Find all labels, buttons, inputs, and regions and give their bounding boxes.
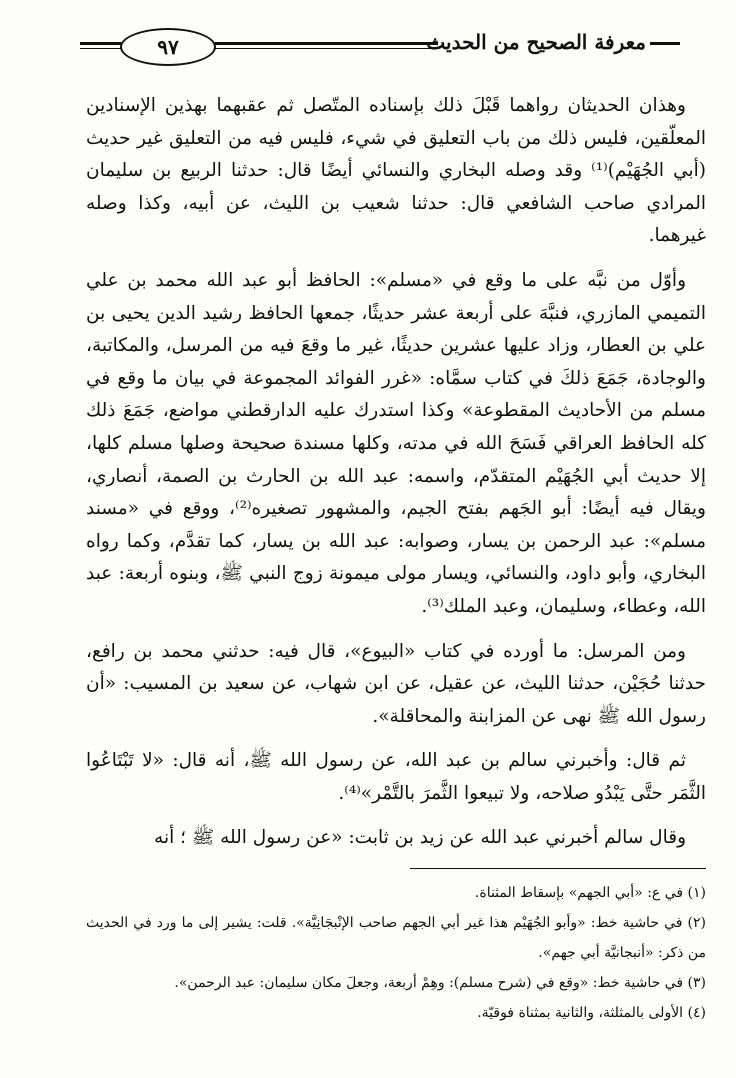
paragraph: ومن المرسل: ما أورده في كتاب «البيوع»، قال فيه: حدثني محمد بن رافع، حدثنا حُجَيْن، حدثنا الليث، عن عقيل، عن ابن شهاب، عن سعيد بن المسيب: «أن رسول الله ﷺ نهى عن المزابنة والمحاقلة». [86, 640, 706, 727]
paragraph: وقال سالم أخبرني عبد الله عن زيد بن ثابت: «عن رسول الله ﷺ ؛ أنه [154, 827, 686, 849]
paragraph: ثم قال: وأخبرني سالم بن عبد الله، عن رسول الله ﷺ، أنه قال: «لا تَبْتَاعُوا الثَّمَر حتَّى يَبْدُو صلاحه، ولا تبيعوا الثَّمرَ بالتَّمْر»⁽⁴⁾. [86, 750, 706, 804]
header-rule-far-right [650, 42, 680, 45]
footnote-separator [410, 868, 706, 869]
footnote: (٢) في حاشية خط: «وأبو الجُهَيْم هذا غير أبي الجهم صاحب الإنْبجَانِيَّة». قلت: يشير إلى ما ورد في الحديث من ذكر: «أنبجانيَّة أبي جهم». [86, 915, 706, 961]
header-rule-right [212, 42, 438, 45]
footnote: (٤) الأولى بالمثلثة، والثانية بمثناة فوقيّة. [477, 1005, 706, 1021]
paragraph: وهذان الحديثان رواهما قَبْلَ ذلك بإسناده المتّصل ثم عقبهما بهذين الإسنادين المعلّقين، فليس ذلك من باب التعليق في شيء، فليس فيه من التعليق غير حديث (أبي الجُهَيْم)⁽¹⁾ وقد وصله البخاري والنسائي أيضًا قال: حدثنا الربيع بن سليمان المرادي صاحب الشافعي قال: حدثنا شعيب بن الليث، عن أبيه، وكذا وصله غيرهما. [86, 95, 706, 247]
page-header [80, 28, 680, 68]
footnote: (١) في ع: «أبي الجهم» بإسقاط المثناة. [474, 885, 706, 901]
page-number: ٩٧ [120, 28, 216, 66]
footnotes [86, 878, 706, 1028]
header-rule-left [80, 42, 124, 45]
running-title: معرفة الصحيح من الحديث [426, 30, 646, 54]
paragraph: وأوّل من نبَّه على ما وقع في «مسلم»: الحافظ أبو عبد الله محمد بن علي التميمي المازري، فنبَّهَ على أربعة عشر حديثًا، جمعها الحافظ رشيد الدين يحيى بن علي بن العطار، وزاد عليها عشرين حديثًا، غير ما وقعَ فيه من المرسل، والمكاتبة، والوجادة، جَمَعَ ذلكَ في كتاب سمَّاه: «غرر الفوائد المجموعة في بيان ما وقع في مسلم من الأحاديث المقطوعة» وكذا استدرك عليه الدارقطني مواضع، جَمَعَ ذلك كله الحافظ العراقي فَسَحَ الله في مدته، وكلها مسندة صحيحة وصلها مسلم كلها، إلا حديث أبي الجُهَيْم المتقدّم، واسمه: عبد الله بن الحارث بن الصمة، أنصاري، ويقال فيه أيضًا: أبو الجَهم بفتح الجيم، والمشهور تصغيره⁽²⁾، ووقع في «مسند مسلم»: عبد الرحمن بن يسار، وصوابه: عبد الله بن يسار، كما تقدَّم، وكما رواه البخاري، وأبو داود، والنسائي، ويسار مولى ميمونة زوج النبي ﷺ، وبنوه أربعة: عبد الله، وعطاء، وسليمان، وعبد الملك⁽³⁾. [86, 269, 706, 617]
header-rule-right-thin [212, 48, 438, 49]
header-rule-left-thin [80, 48, 124, 49]
main-text [86, 90, 706, 867]
footnote: (٣) في حاشية خط: «وقع في (شرح مسلم): وهِمْ أربعة، وجعلَ مكان سليمان: عبد الرحمن». [174, 975, 706, 991]
